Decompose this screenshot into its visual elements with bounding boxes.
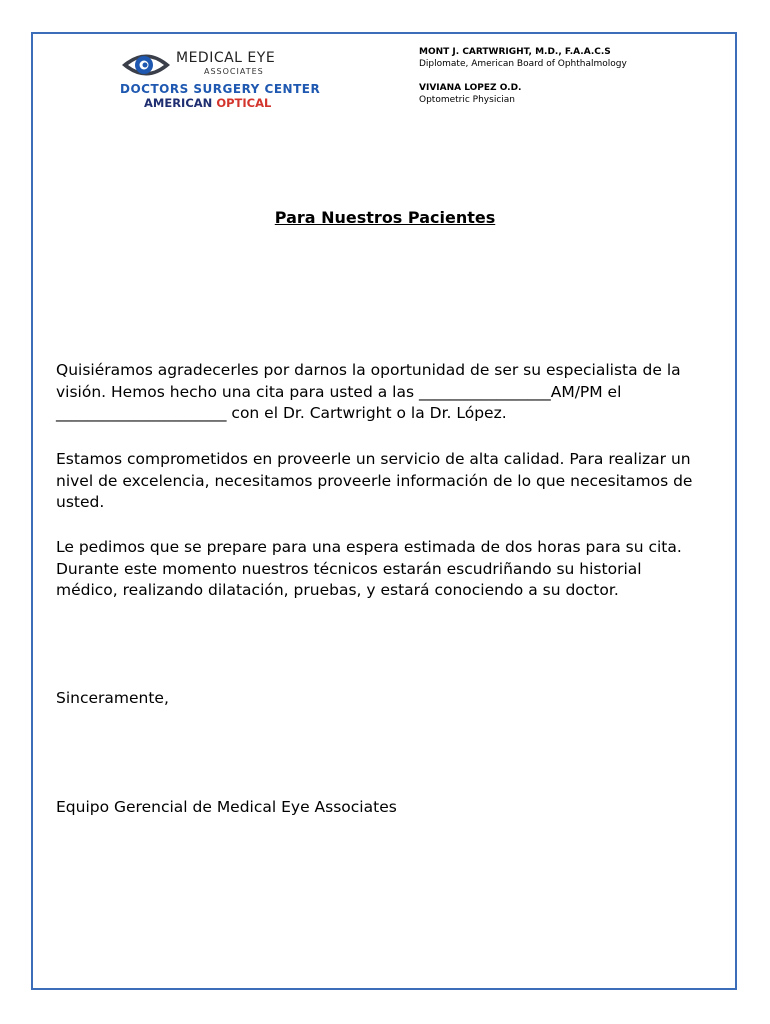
doctor-role: Diplomate, American Board of Ophthalmology <box>419 59 627 69</box>
surgery-center-name: DOCTORS SURGERY CENTER <box>120 82 321 96</box>
closing: Sinceramente, <box>56 689 169 707</box>
doctor-name: MONT J. CARTWRIGHT, M.D., F.A.A.C.S <box>419 47 611 57</box>
paragraph-wait-time: Le pedimos que se prepare para una espera estimada de dos horas para su cita. Durante este momento nuestros técnicos estarán escudriñando su historial médico, realizando dilatación, pruebas, y estará conociendo a su doctor. <box>56 538 682 599</box>
signature: Equipo Gerencial de Medical Eye Associates <box>56 798 397 816</box>
brand-subtitle: ASSOCIATES <box>204 67 264 76</box>
american-optical-name <box>144 96 271 110</box>
eye-icon <box>120 48 172 82</box>
paragraph-appointment: Quisiéramos agradecerles por darnos la oportunidad de ser su especialista de la visión. Hemos hecho una cita para usted a las _________________AM/PM el ______________________ con el Dr. Cartwright o la Dr. López. <box>56 361 681 422</box>
doctor-role: Optometric Physician <box>419 95 515 105</box>
optical-word-2: OPTICAL <box>216 96 272 110</box>
letter-title: Para Nuestros Pacientes <box>274 208 496 227</box>
doctors-list <box>419 46 627 106</box>
brand-name: MEDICAL EYE <box>176 50 276 66</box>
optical-word-1: AMERICAN <box>144 96 213 110</box>
medical-eye-logo <box>112 44 327 114</box>
doctor-name: VIVIANA LOPEZ O.D. <box>419 83 522 93</box>
paragraph-commitment: Estamos comprometidos en proveerle un servicio de alta calidad. Para realizar un nivel de excelencia, necesitamos proveerle información de lo que necesitamos de usted. <box>56 450 693 511</box>
